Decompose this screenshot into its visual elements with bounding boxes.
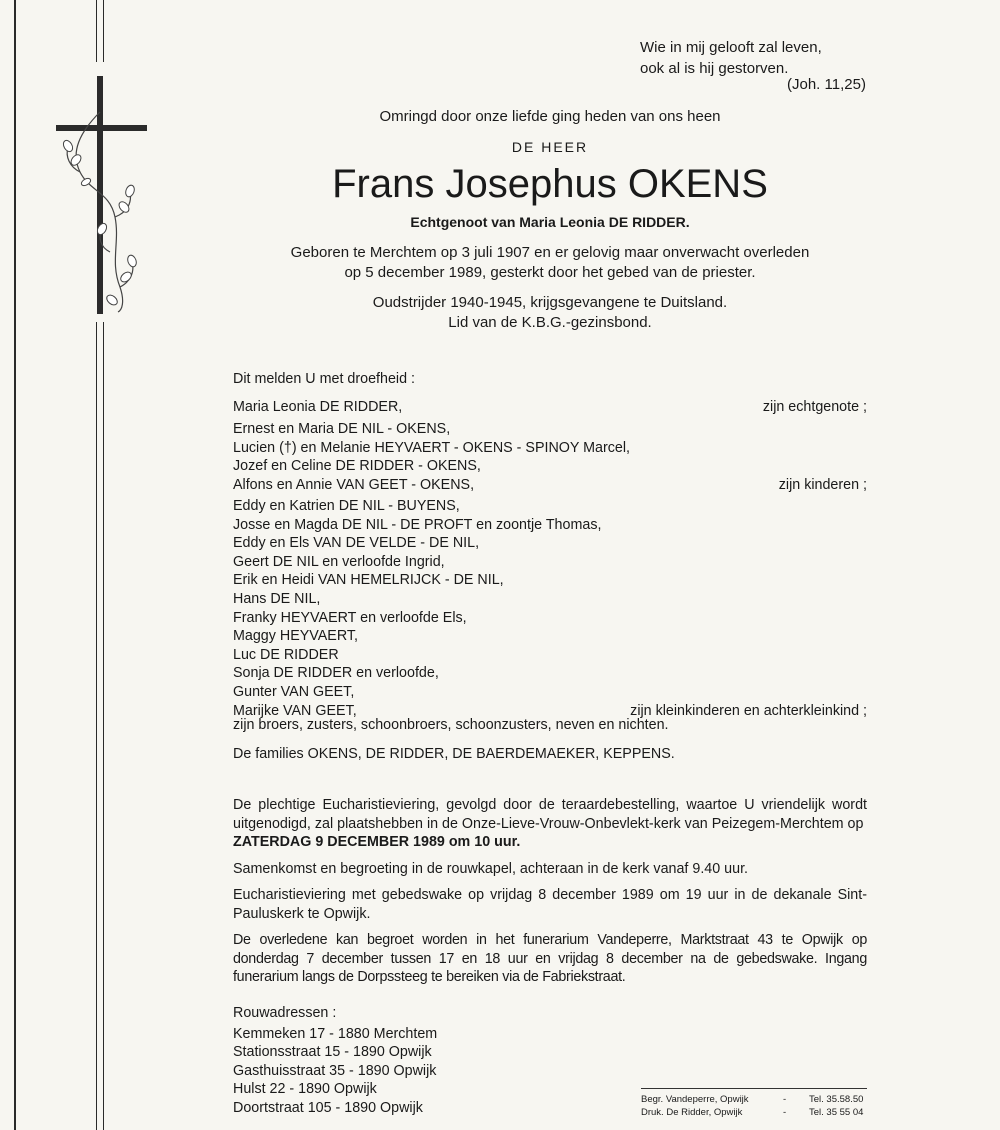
address-item: Stationsstraat 15 - 1890 Opwijk xyxy=(233,1044,432,1061)
siblings-line: zijn broers, zusters, schoonbroers, schoonzusters, neven en nichten. xyxy=(233,717,669,733)
grandchild-entry: Marijke VAN GEET, xyxy=(233,702,357,719)
children-role: zijn kinderen ; xyxy=(778,476,867,493)
frame-line-bottom-left xyxy=(96,322,97,1130)
printer-tel: Tel. 35 55 04 xyxy=(809,1107,864,1118)
veteran-line-2: Lid van de K.B.G.-gezinsbond. xyxy=(448,314,652,331)
vigil-text: Eucharistieviering met gebedswake op vrijdag 8 december 1989 om 19 uur in de dekanale Sint-Pauluskerk te Opwijk. xyxy=(233,887,867,922)
ceremony-text: De plechtige Eucharistieviering, gevolgd door de teraardebestelling, waartoe U vriendelijk wordt uitgenodigd, zal plaatshebben in de Onze-Lieve-Vrouw-Onbevlekt-kerk van Peizegem-Merchtem op xyxy=(233,797,867,832)
grandchild-entry: Hans DE NIL, xyxy=(233,590,321,607)
grandchild-entry: Geert DE NIL en verloofde Ingrid, xyxy=(233,553,445,570)
grandchild-entry: Gunter VAN GEET, xyxy=(233,683,355,700)
child-entry: Alfons en Annie VAN GEET - OKENS, xyxy=(233,476,475,493)
grandchild-entry: Josse en Magda DE NIL - DE PROFT en zoontje Thomas, xyxy=(233,516,602,533)
frame-line-top-left xyxy=(96,0,97,62)
announcement-heading: Dit melden U met droefheid : xyxy=(233,371,415,387)
cross-icon xyxy=(50,72,150,317)
quote-line-2: ook al is hij gestorven. xyxy=(640,60,789,77)
ceremony-date: ZATERDAG 9 DECEMBER 1989 om 10 uur. xyxy=(233,834,521,850)
grandchild-entry: Maggy HEYVAERT, xyxy=(233,628,359,645)
spouse-line: Echtgenoot van Maria Leonia DE RIDDER. xyxy=(410,214,690,230)
grandchild-entry: Luc DE RIDDER xyxy=(233,646,339,663)
address-item: Gasthuisstraat 35 - 1890 Opwijk xyxy=(233,1062,437,1079)
grandchild-entry: Erik en Heidi VAN HEMELRIJCK - DE NIL, xyxy=(233,572,504,589)
veteran-line-1: Oudstrijder 1940-1945, krijgsgevangene te Duitsland. xyxy=(372,294,728,311)
printer-divider xyxy=(641,1088,867,1089)
birth-line-2: op 5 december 1989, gesterkt door het gebed van de priester. xyxy=(344,264,756,281)
veteran-info xyxy=(200,293,900,333)
intro-text: Omringd door onze liefde ging heden van ons heen xyxy=(379,108,721,125)
bible-quote xyxy=(640,37,822,79)
address-item: Hulst 22 - 1890 Opwijk xyxy=(233,1081,377,1098)
undertaker-separator: - xyxy=(783,1094,787,1105)
address-item: Kemmeken 17 - 1880 Merchtem xyxy=(233,1025,438,1042)
birth-death-info xyxy=(200,243,900,283)
families-line: De families OKENS, DE RIDDER, DE BAERDEMAEKER, KEPPENS. xyxy=(233,746,675,762)
spouse-role: zijn echtgenote ; xyxy=(762,399,867,415)
printer-info xyxy=(641,1093,871,1119)
left-border-line xyxy=(14,0,16,1130)
grandchild-entry: Eddy en Katrien DE NIL - BUYENS, xyxy=(233,498,460,514)
grandchild-entry: Sonja DE RIDDER en verloofde, xyxy=(233,665,439,682)
undertaker-name: Begr. Vandeperre, Opwijk xyxy=(641,1094,749,1105)
birth-line-1: Geboren te Merchtem op 3 juli 1907 en er gelovig maar onverwacht overleden xyxy=(290,244,810,261)
child-entry: Lucien (†) en Melanie HEYVAERT - OKENS - SPINOY Marcel, xyxy=(233,439,631,456)
frame-line-top-right xyxy=(103,0,104,62)
children-block xyxy=(233,420,867,494)
grandchild-entry: Franky HEYVAERT en verloofde Els, xyxy=(233,609,467,626)
grandchild-entry: Eddy en Els VAN DE VELDE - DE NIL, xyxy=(233,535,480,552)
printer-name: Druk. De Ridder, Opwijk xyxy=(641,1107,743,1118)
grandchildren-role: zijn kleinkinderen en achterkleinkind ; xyxy=(630,702,867,719)
quote-line-1: Wie in mij gelooft zal leven, xyxy=(640,39,822,56)
addresses-heading: Rouwadressen : xyxy=(233,1005,337,1021)
printer-separator: - xyxy=(783,1107,787,1118)
funerarium-text: De overledene kan begroet worden in het funerarium Vandeperre, Marktstraat 43 te Opwijk op donderdag 7 december tussen 17 en 18 uur en vrijdag 8 december na de gebedswake. Ingang funerarium langs de Dorpssteeg te bereiken via de Fabriekstraat. xyxy=(233,932,867,986)
spouse-name: Maria Leonia DE RIDDER, xyxy=(233,399,403,415)
grandchildren-block xyxy=(233,497,867,720)
gathering-text: Samenkomst en begroeting in de rouwkapel, achteraan in de kerk vanaf 9.40 uur. xyxy=(233,861,749,877)
frame-line-bottom-right xyxy=(103,322,104,1130)
quote-reference: (Joh. 11,25) xyxy=(787,76,866,93)
address-item: Doortstraat 105 - 1890 Opwijk xyxy=(233,1099,423,1116)
deceased-name: Frans Josephus OKENS xyxy=(332,162,768,206)
spouse-block xyxy=(233,398,867,417)
child-entry: Ernest en Maria DE NIL - OKENS, xyxy=(233,421,451,437)
undertaker-tel: Tel. 35.58.50 xyxy=(809,1094,864,1105)
child-entry: Jozef en Celine DE RIDDER - OKENS, xyxy=(233,458,481,475)
title-de-heer: DE HEER xyxy=(511,139,589,155)
